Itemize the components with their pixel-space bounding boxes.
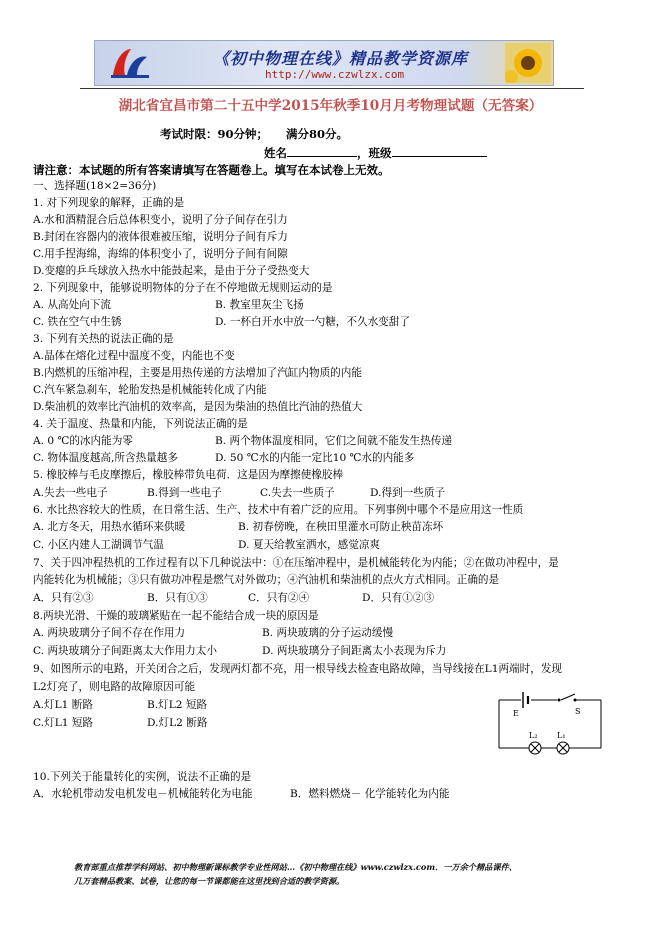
option-5b: B.得到一些电子 (147, 487, 222, 499)
circuit-diagram (495, 688, 605, 760)
option-3b: B.内燃机的压缩冲程，主要是用热传递的方法增加了汽缸内物质的内能 (33, 367, 362, 379)
exam-title: 湖北省宜昌市第二十五中学2015年秋季10月月考物理试题（无答案） (118, 98, 543, 114)
option-3c: C.汽车紧急刹车，轮胎发热是机械能转化成了内能 (33, 384, 267, 396)
option-8a: A. 两块玻璃分子间不存在作用力 (33, 627, 186, 639)
option-6a: A. 北方冬天，用热水循环来供暖 (33, 521, 186, 533)
label-l1: L₁ (557, 731, 566, 740)
question-1: 1. 对下列现象的解释，正确的是 (33, 197, 185, 209)
option-8c: C. 两块玻璃分子间距离太大作用力太小 (33, 645, 217, 657)
option-1d: D.变瘪的乒乓球放入热水中能鼓起来，是由于分子受热变大 (33, 265, 310, 277)
banner-title: 《初中物理在线》精品教学资源库 (213, 49, 469, 68)
option-2b: B. 教室里灰尘飞扬 (215, 299, 304, 311)
question-4: 4. 关于温度、热量和内能，下列说法正确的是 (33, 418, 248, 430)
name-label: 姓名 (264, 146, 287, 160)
exam-info (160, 126, 348, 142)
question-2: 2. 下列现象中，能够说明物体的分子在不停地做无规则运动的是 (33, 282, 333, 294)
option-10a: A．水轮机带动发电机发电－机械能转化为电能 (33, 788, 253, 800)
option-9d: D.灯L2 断路 (147, 717, 208, 729)
option-9c: C.灯L1 短路 (33, 717, 94, 729)
label-e: E (513, 709, 519, 718)
banner-url: http://www.czwlzx.com (265, 68, 405, 81)
option-4b: B. 两个物体温度相同，它们之间就不能发生热传递 (215, 435, 452, 447)
question-5: 5. 橡胶棒与毛皮摩擦后，橡胶棒带负电荷．这是因为摩擦使橡胶棒 (33, 469, 344, 481)
question-9-line-2: L2灯亮了，则电路的故障原因可能 (33, 681, 196, 693)
option-6c: C. 小区内建人工湖调节气温 (33, 539, 164, 551)
class-label: ，班级 (357, 146, 392, 160)
question-6: 6. 水比热容较大的性质，在日常生活、生产、技术中有着广泛的应用。下列事例中哪个不是应用这一性质 (33, 504, 524, 516)
label-l2: L₂ (529, 731, 538, 740)
option-8d: D. 两块玻璃分子间距离太小表现为斥力 (262, 645, 447, 657)
option-4c: C. 物体温度越高,所含热量越多 (33, 452, 178, 464)
option-1a: A.水和酒精混合后总体积变小，说明了分子间存在引力 (33, 214, 288, 226)
class-blank (392, 145, 487, 157)
question-9-line-1: 9、如图所示的电路，开关闭合之后，发现两灯都不亮，用一根导线去检查电路故障，当导线接在L1两端时，发现 (33, 663, 563, 675)
student-fields (264, 145, 487, 161)
option-4a: A. 0 ℃的冰内能为零 (33, 435, 133, 447)
question-8: 8.两块光滑、干燥的玻璃紧贴在一起不能结合成一块的原因是 (33, 610, 319, 622)
footer-line-2: 几万套精品教案、试卷，让您的每一节课都能在这里找到合适的教学资源。 (74, 876, 345, 886)
option-1c: C.用手捏海绵，海绵的体积变小了，说明分子间有间隙 (33, 248, 288, 260)
notice: 请注意：本试题的所有答案请填写在答题卷上。填写在本试卷上无效。 (33, 163, 390, 177)
option-2c: C. 铁在空气中生锈 (33, 316, 122, 328)
label-s: S (575, 707, 581, 716)
question-7-line-1: 7、关于四冲程热机的工作过程有以下几种说法中：①在压缩冲程中，是机械能转化为内能；②在做功冲程中，是 (33, 557, 559, 569)
footer (74, 860, 594, 888)
name-blank (287, 145, 357, 157)
option-2a: A. 从高处向下流 (33, 299, 111, 311)
question-3: 3. 下列有关热的说法正确的是 (33, 333, 174, 345)
time-limit: 考试时限：90分钟； (160, 127, 269, 141)
option-3a: A.晶体在熔化过程中温度不变，内能也不变 (33, 350, 235, 362)
option-6d: D. 夏天给教室洒水，感觉凉爽 (238, 539, 380, 551)
option-2d: D. 一杯白开水中放一勺糖，不久水变甜了 (215, 316, 410, 328)
header-rule (80, 88, 584, 89)
footer-line-1: 教育部重点推荐学科网站、初中物理新课标教学专业性网站…《初中物理在线》www.czwlzx.com．一万余个精品课件、 (74, 862, 517, 872)
option-5c: C.失去一些质子 (260, 487, 335, 499)
option-1b: B.封闭在容器内的液体很难被压缩，说明分子间有斥力 (33, 231, 288, 243)
full-score: 满分80分。 (286, 127, 349, 141)
option-5d: D.得到一些质子 (370, 487, 446, 499)
option-3d: D.柴油机的效率比汽油机的效率高，是因为柴油的热值比汽油的热值大 (33, 401, 363, 413)
option-9a: A.灯L1 断路 (33, 699, 93, 711)
option-7c: C．只有②④ (248, 592, 310, 604)
site-logo-icon (107, 45, 153, 81)
section-heading: 一、选择题(18×2=36分) (33, 180, 157, 192)
option-7b: B．只有①③ (147, 592, 208, 604)
option-9b: B.灯L2 短路 (147, 699, 208, 711)
option-7d: D．只有①②③ (362, 592, 435, 604)
option-6b: B. 初春傍晚，在秧田里灌水可防止秧苗冻坏 (238, 521, 444, 533)
question-10: 10.下列关于能量转化的实例，说法不正确的是 (33, 771, 252, 783)
option-10b: B．燃料燃烧－ 化学能转化为内能 (290, 788, 450, 800)
option-7a: A．只有②③ (33, 592, 94, 604)
option-8b: B. 两块玻璃的分子运动缓慢 (262, 627, 394, 639)
question-7-line-2: 内能转化为机械能；③只有做功冲程是燃气对外做功；④汽油机和柴油机的点火方式相同。正确的是 (33, 574, 500, 586)
option-4d: D. 50 ℃水的内能一定比10 ℃水的内能多 (215, 452, 415, 464)
header-banner (94, 40, 554, 86)
sunflower-icon (505, 43, 551, 83)
option-5a: A.失去一些电子 (33, 487, 108, 499)
